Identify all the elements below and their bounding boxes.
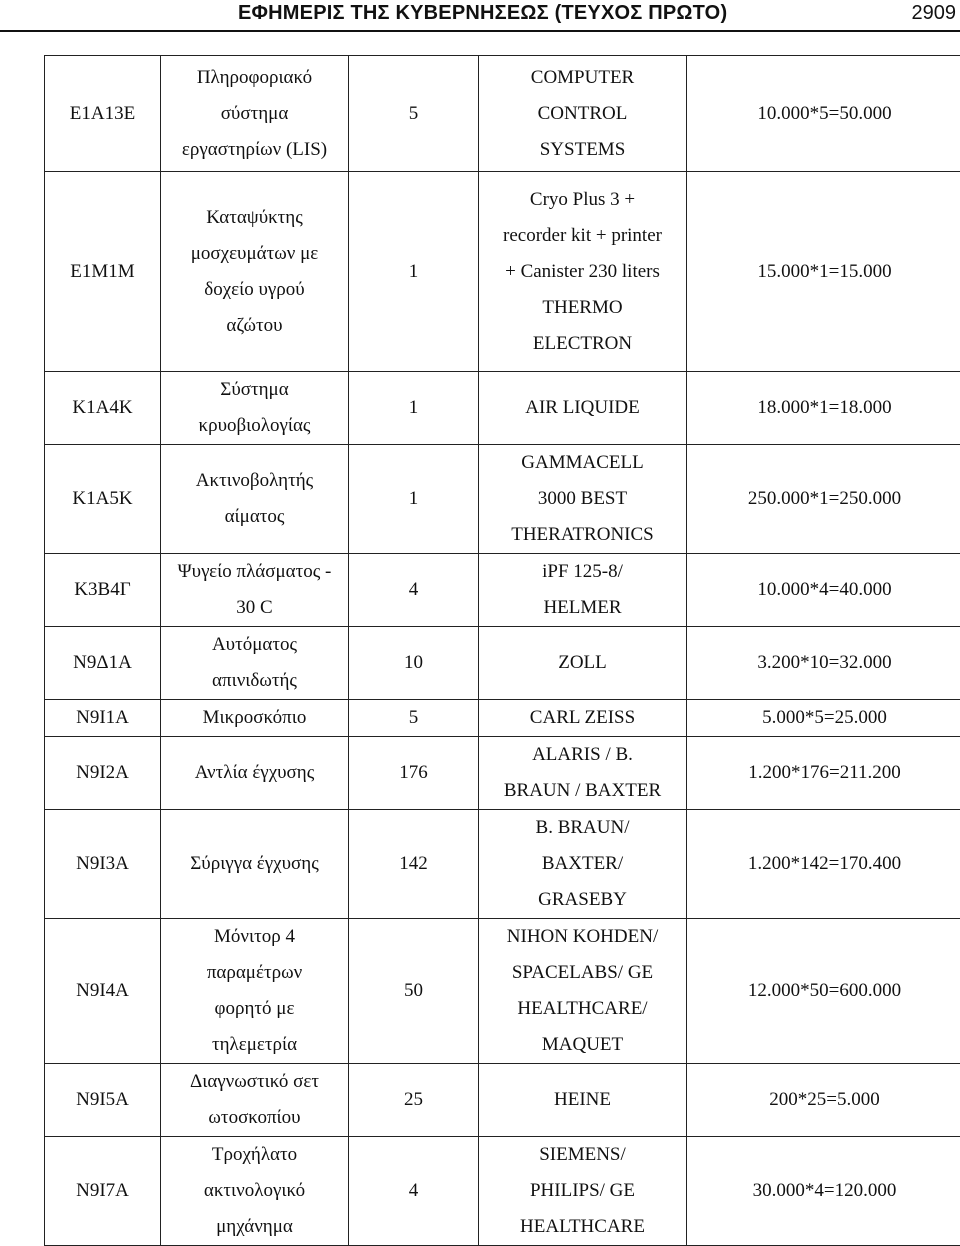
table-row xyxy=(45,700,960,737)
item-name-cell xyxy=(161,372,349,445)
quantity-cell: 4 xyxy=(349,1137,479,1246)
equipment-table-body xyxy=(45,56,960,1246)
item-code-cell: N9I3A xyxy=(45,810,161,919)
table-row xyxy=(45,1064,960,1137)
name-line: Πληροφοριακό xyxy=(165,60,344,96)
cost-cell: 10.000*4=40.000 xyxy=(687,554,960,627)
quantity-cell: 25 xyxy=(349,1064,479,1137)
maker-line: MAQUET xyxy=(483,1027,682,1063)
name-line: Ακτινοβολητής xyxy=(165,463,344,499)
item-code-cell: N9I4A xyxy=(45,919,161,1064)
item-code-cell: N9Δ1A xyxy=(45,627,161,700)
quantity-cell: 50 xyxy=(349,919,479,1064)
quantity-cell: 5 xyxy=(349,56,479,172)
name-line: μοσχευμάτων με xyxy=(165,236,344,272)
table-row xyxy=(45,810,960,919)
item-name-cell xyxy=(161,554,349,627)
maker-line: ZOLL xyxy=(483,645,682,681)
maker-line: ELECTRON xyxy=(483,326,682,362)
item-code-cell: N9I1A xyxy=(45,700,161,737)
maker-line: B. BRAUN/ xyxy=(483,810,682,846)
cost-cell: 250.000*1=250.000 xyxy=(687,445,960,554)
maker-line: NIHON KOHDEN/ xyxy=(483,919,682,955)
name-line: Μικροσκόπιο xyxy=(165,700,344,736)
table-row xyxy=(45,445,960,554)
name-line: Σύστημα xyxy=(165,372,344,408)
item-code-cell: K1A5K xyxy=(45,445,161,554)
maker-line: HEALTHCARE/ xyxy=(483,991,682,1027)
name-line: Διαγνωστικό σετ xyxy=(165,1064,344,1100)
cost-cell: 200*25=5.000 xyxy=(687,1064,960,1137)
manufacturer-cell xyxy=(479,1064,687,1137)
name-line: 30 C xyxy=(165,590,344,626)
maker-line: BRAUN / BAXTER xyxy=(483,773,682,809)
name-line: Αντλία έγχυσης xyxy=(165,755,344,791)
item-code-cell: N9I5A xyxy=(45,1064,161,1137)
maker-line: THERATRONICS xyxy=(483,517,682,553)
item-code-cell: E1A13E xyxy=(45,56,161,172)
name-line: αζώτου xyxy=(165,308,344,344)
gazette-title: ΕΦΗΜΕΡΙΣ ΤΗΣ ΚΥΒΕΡΝΗΣΕΩΣ (ΤΕΥΧΟΣ ΠΡΩΤΟ) xyxy=(238,2,727,25)
name-line: απινιδωτής xyxy=(165,663,344,699)
item-name-cell xyxy=(161,172,349,372)
table-row xyxy=(45,554,960,627)
quantity-cell: 10 xyxy=(349,627,479,700)
manufacturer-cell xyxy=(479,919,687,1064)
page-number: 2909 xyxy=(912,2,957,25)
cost-cell: 12.000*50=600.000 xyxy=(687,919,960,1064)
name-line: Τροχήλατο xyxy=(165,1137,344,1173)
equipment-table xyxy=(44,55,960,1246)
name-line: εργαστηρίων (LIS) xyxy=(165,132,344,168)
maker-line: GAMMACELL xyxy=(483,445,682,481)
quantity-cell: 1 xyxy=(349,445,479,554)
quantity-cell: 4 xyxy=(349,554,479,627)
maker-line: + Canister 230 liters xyxy=(483,254,682,290)
maker-line: PHILIPS/ GE xyxy=(483,1173,682,1209)
name-line: ωτοσκοπίου xyxy=(165,1100,344,1136)
item-name-cell xyxy=(161,56,349,172)
maker-line: SYSTEMS xyxy=(483,132,682,168)
name-line: σύστημα xyxy=(165,96,344,132)
cost-cell: 15.000*1=15.000 xyxy=(687,172,960,372)
maker-line: ALARIS / B. xyxy=(483,737,682,773)
manufacturer-cell xyxy=(479,172,687,372)
item-name-cell xyxy=(161,627,349,700)
name-line: ακτινολογικό xyxy=(165,1173,344,1209)
table-row xyxy=(45,1137,960,1246)
manufacturer-cell xyxy=(479,372,687,445)
quantity-cell: 142 xyxy=(349,810,479,919)
name-line: Ψυγείο πλάσματος - xyxy=(165,554,344,590)
cost-cell: 5.000*5=25.000 xyxy=(687,700,960,737)
maker-line: SPACELABS/ GE xyxy=(483,955,682,991)
name-line: μηχάνημα xyxy=(165,1209,344,1245)
cost-cell: 30.000*4=120.000 xyxy=(687,1137,960,1246)
name-line: Καταψύκτης xyxy=(165,200,344,236)
maker-line: HEALTHCARE xyxy=(483,1209,682,1245)
item-code-cell: E1M1M xyxy=(45,172,161,372)
item-name-cell xyxy=(161,700,349,737)
cost-cell: 10.000*5=50.000 xyxy=(687,56,960,172)
maker-line: THERMO xyxy=(483,290,682,326)
cost-cell: 3.200*10=32.000 xyxy=(687,627,960,700)
quantity-cell: 176 xyxy=(349,737,479,810)
item-code-cell: K1A4K xyxy=(45,372,161,445)
table-row xyxy=(45,737,960,810)
maker-line: Cryo Plus 3 + xyxy=(483,182,682,218)
manufacturer-cell xyxy=(479,700,687,737)
table-row xyxy=(45,172,960,372)
quantity-cell: 1 xyxy=(349,172,479,372)
cost-cell: 1.200*176=211.200 xyxy=(687,737,960,810)
maker-line: 3000 BEST xyxy=(483,481,682,517)
table-row xyxy=(45,919,960,1064)
maker-line: recorder kit + printer xyxy=(483,218,682,254)
page-header xyxy=(0,0,960,32)
item-name-cell xyxy=(161,1137,349,1246)
name-line: αίματος xyxy=(165,499,344,535)
item-code-cell: K3B4Γ xyxy=(45,554,161,627)
item-code-cell: N9I7A xyxy=(45,1137,161,1246)
name-line: Σύριγγα έγχυσης xyxy=(165,846,344,882)
name-line: κρυοβιολογίας xyxy=(165,408,344,444)
quantity-cell: 1 xyxy=(349,372,479,445)
manufacturer-cell xyxy=(479,810,687,919)
manufacturer-cell xyxy=(479,56,687,172)
item-name-cell xyxy=(161,810,349,919)
maker-line: HEINE xyxy=(483,1082,682,1118)
maker-line: HELMER xyxy=(483,590,682,626)
maker-line: AIR LIQUIDE xyxy=(483,390,682,426)
table-row xyxy=(45,627,960,700)
maker-line: COMPUTER xyxy=(483,60,682,96)
manufacturer-cell xyxy=(479,627,687,700)
manufacturer-cell xyxy=(479,445,687,554)
name-line: τηλεμετρία xyxy=(165,1027,344,1063)
maker-line: iPF 125-8/ xyxy=(483,554,682,590)
maker-line: BAXTER/ xyxy=(483,846,682,882)
manufacturer-cell xyxy=(479,554,687,627)
item-name-cell xyxy=(161,1064,349,1137)
manufacturer-cell xyxy=(479,1137,687,1246)
item-name-cell xyxy=(161,737,349,810)
table-row xyxy=(45,56,960,172)
item-code-cell: N9I2A xyxy=(45,737,161,810)
name-line: Μόνιτορ 4 xyxy=(165,919,344,955)
name-line: παραμέτρων xyxy=(165,955,344,991)
name-line: φορητό με xyxy=(165,991,344,1027)
maker-line: SIEMENS/ xyxy=(483,1137,682,1173)
maker-line: GRASEBY xyxy=(483,882,682,918)
manufacturer-cell xyxy=(479,737,687,810)
item-name-cell xyxy=(161,919,349,1064)
table-row xyxy=(45,372,960,445)
name-line: Αυτόματος xyxy=(165,627,344,663)
cost-cell: 18.000*1=18.000 xyxy=(687,372,960,445)
maker-line: CONTROL xyxy=(483,96,682,132)
cost-cell: 1.200*142=170.400 xyxy=(687,810,960,919)
maker-line: CARL ZEISS xyxy=(483,700,682,736)
name-line: δοχείο υγρού xyxy=(165,272,344,308)
quantity-cell: 5 xyxy=(349,700,479,737)
item-name-cell xyxy=(161,445,349,554)
